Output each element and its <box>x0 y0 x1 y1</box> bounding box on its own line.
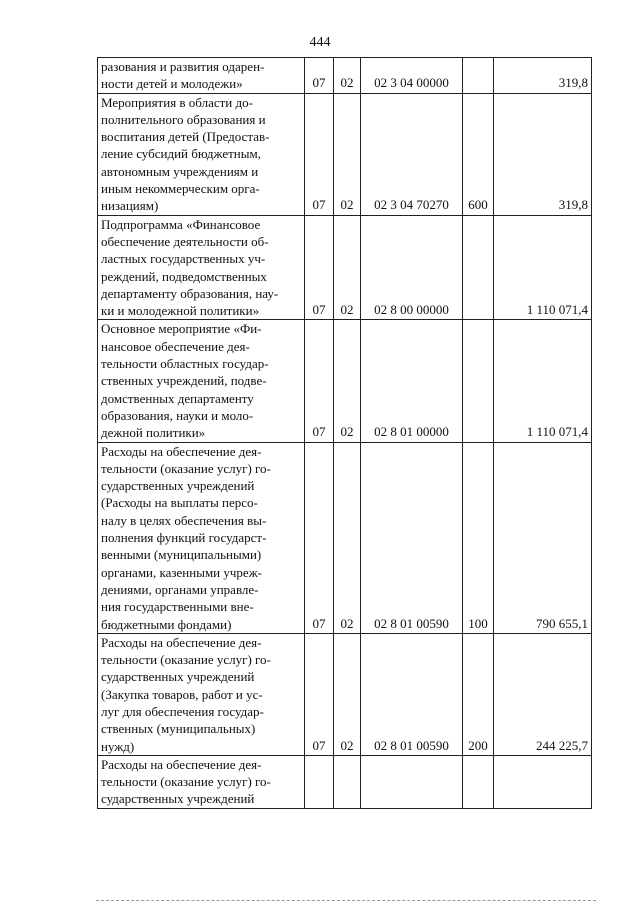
row-description <box>98 215 305 320</box>
section-cell: 07 <box>305 93 334 215</box>
target-code-cell <box>361 755 463 808</box>
description-line: сударственных учреждений <box>101 791 255 807</box>
description-line: полнения функций государст- <box>101 530 267 546</box>
description-line: Мероприятия в области до- <box>101 94 253 110</box>
table-row <box>98 633 592 755</box>
amount-cell: 1 110 071,4 <box>494 215 592 320</box>
description-line: ление субсидий бюджетным, <box>101 146 261 162</box>
description-line: воспитания детей (Предостав- <box>101 129 270 145</box>
description-line: ственных учреждений, подве- <box>101 373 267 389</box>
description-line: дежной политики» <box>101 425 206 441</box>
amount-cell: 319,8 <box>494 93 592 215</box>
row-description <box>98 320 305 442</box>
table-row <box>98 755 592 808</box>
description-line: дениями, органами управле- <box>101 581 259 597</box>
description-line: сударственных учреждений <box>101 478 255 494</box>
description-line: ки и молодежной политики» <box>101 303 260 319</box>
description-line: (Закупка товаров, работ и ус- <box>101 686 263 702</box>
subsection-cell <box>334 755 361 808</box>
target-code-cell: 02 8 01 00000 <box>361 320 463 442</box>
table-row <box>98 215 592 320</box>
subsection-cell: 02 <box>334 320 361 442</box>
description-line: домственных департаменту <box>101 390 254 406</box>
description-line: ственных (муниципальных) <box>101 721 256 737</box>
description-line: органами, казенными учреж- <box>101 564 263 580</box>
expense-type-cell: 100 <box>463 442 494 633</box>
section-cell: 07 <box>305 58 334 94</box>
budget-table <box>97 57 592 809</box>
description-line: реждений, подведомственных <box>101 268 267 284</box>
section-cell <box>305 755 334 808</box>
description-line: низациям) <box>101 198 159 214</box>
expense-type-cell <box>463 320 494 442</box>
table-row <box>98 58 592 94</box>
table-row <box>98 442 592 633</box>
description-line: ности детей и молодежи» <box>101 76 243 92</box>
section-cell: 07 <box>305 320 334 442</box>
target-code-cell: 02 8 00 00000 <box>361 215 463 320</box>
subsection-cell: 02 <box>334 442 361 633</box>
subsection-cell: 02 <box>334 58 361 94</box>
subsection-cell: 02 <box>334 633 361 755</box>
subsection-cell: 02 <box>334 215 361 320</box>
section-cell: 07 <box>305 442 334 633</box>
description-line: тельности (оказание услуг) го- <box>101 460 271 476</box>
expense-type-cell: 600 <box>463 93 494 215</box>
description-line: ния государственными вне- <box>101 599 254 615</box>
description-line: нужд) <box>101 738 135 754</box>
expense-type-cell <box>463 755 494 808</box>
description-line: венными (муниципальными) <box>101 547 262 563</box>
description-line: налу в целях обеспечения вы- <box>101 512 267 528</box>
amount-cell <box>494 755 592 808</box>
description-line: бюджетными фондами) <box>101 616 232 632</box>
description-line: тельности (оказание услуг) го- <box>101 774 271 790</box>
row-description <box>98 93 305 215</box>
table-row <box>98 320 592 442</box>
description-line: Расходы на обеспечение дея- <box>101 443 262 459</box>
description-line: Основное мероприятие «Фи- <box>101 321 262 337</box>
table-row <box>98 93 592 215</box>
row-description <box>98 633 305 755</box>
description-line: департаменту образования, нау- <box>101 285 279 301</box>
description-line: Подпрограмма «Финансовое <box>101 216 261 232</box>
description-line: нансовое обеспечение дея- <box>101 338 250 354</box>
target-code-cell: 02 3 04 00000 <box>361 58 463 94</box>
description-line: обеспечение деятельности об- <box>101 233 269 249</box>
section-cell: 07 <box>305 633 334 755</box>
description-line: Расходы на обеспечение дея- <box>101 634 262 650</box>
subsection-cell: 02 <box>334 93 361 215</box>
row-description <box>98 58 305 94</box>
description-line: тельности (оказание услуг) го- <box>101 652 271 668</box>
description-line: иным некоммерческим орга- <box>101 181 260 197</box>
page-number: 444 <box>309 35 331 50</box>
amount-cell: 319,8 <box>494 58 592 94</box>
row-description <box>98 755 305 808</box>
description-line: сударственных учреждений <box>101 669 255 685</box>
description-line: образования, науки и моло- <box>101 407 254 423</box>
table-body <box>98 58 592 809</box>
page-edge-divider <box>96 900 596 901</box>
amount-cell: 790 655,1 <box>494 442 592 633</box>
target-code-cell: 02 8 01 00590 <box>361 633 463 755</box>
target-code-cell: 02 3 04 70270 <box>361 93 463 215</box>
amount-cell: 244 225,7 <box>494 633 592 755</box>
description-line: разования и развития одарен- <box>101 59 265 74</box>
row-description <box>98 442 305 633</box>
expense-type-cell: 200 <box>463 633 494 755</box>
description-line: автономным учреждениям и <box>101 163 259 179</box>
target-code-cell: 02 8 01 00590 <box>361 442 463 633</box>
section-cell: 07 <box>305 215 334 320</box>
expense-type-cell <box>463 215 494 320</box>
description-line: Расходы на обеспечение дея- <box>101 756 262 772</box>
amount-cell: 1 110 071,4 <box>494 320 592 442</box>
description-line: ластных государственных уч- <box>101 251 266 267</box>
description-line: тельности областных государ- <box>101 356 269 372</box>
description-line: полнительного образования и <box>101 111 266 127</box>
expense-type-cell <box>463 58 494 94</box>
description-line: луг для обеспечения государ- <box>101 703 264 719</box>
description-line: (Расходы на выплаты персо- <box>101 495 258 511</box>
